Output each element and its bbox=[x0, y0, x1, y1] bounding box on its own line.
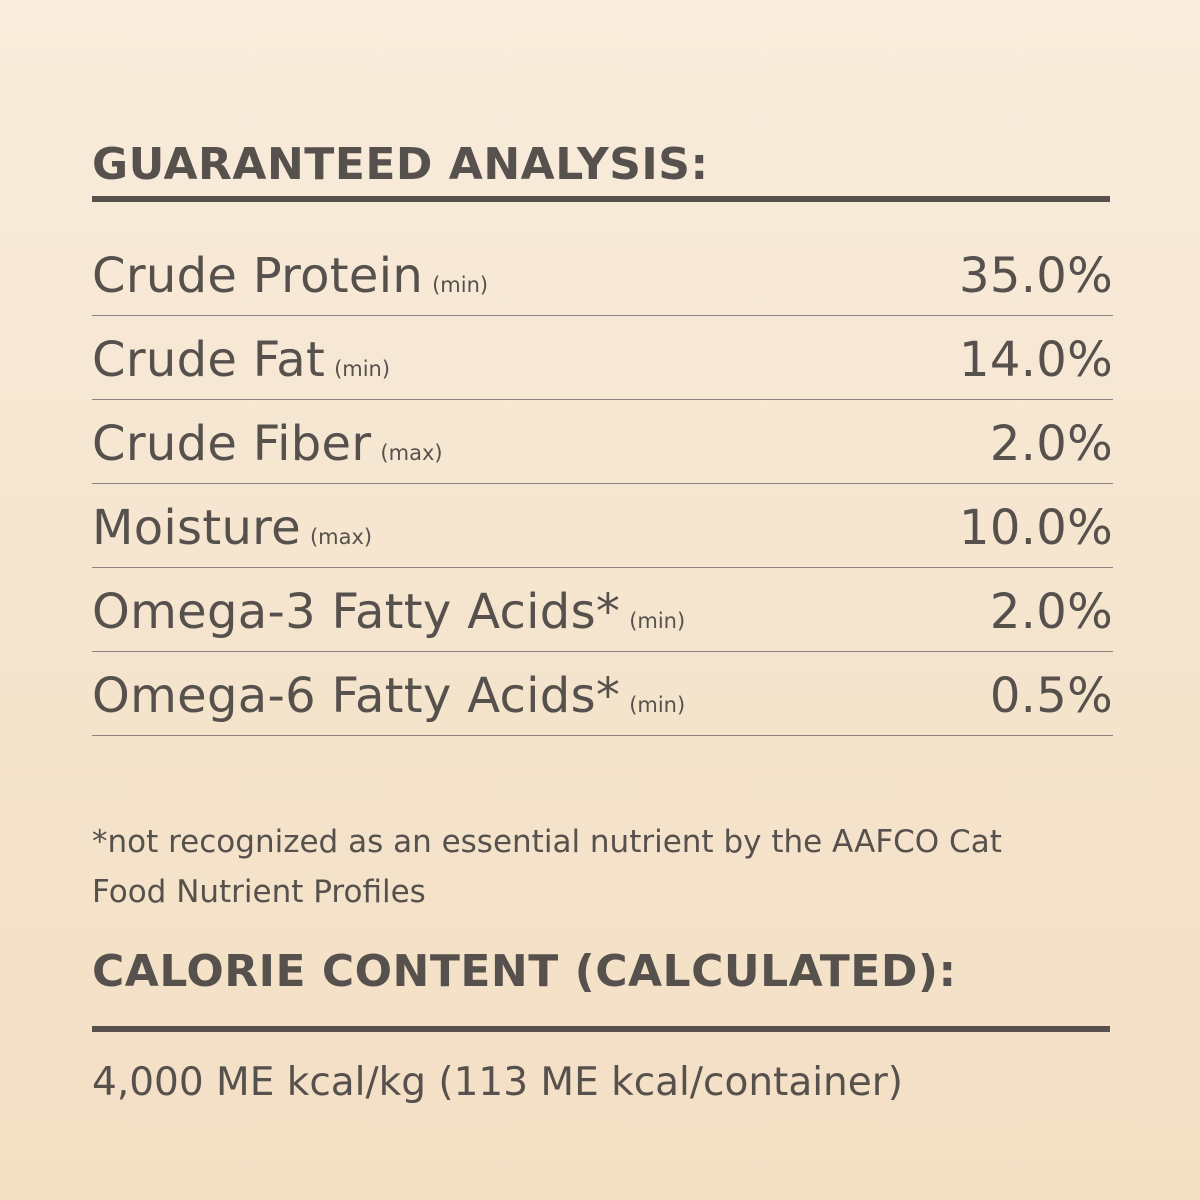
nutrient-value: 0.5% bbox=[989, 667, 1113, 724]
calorie-content-divider bbox=[92, 1026, 1110, 1032]
nutrient-name: Omega-6 Fatty Acids* bbox=[92, 667, 621, 724]
row-label bbox=[92, 332, 390, 388]
nutrient-name: Omega-3 Fatty Acids* bbox=[92, 583, 621, 640]
guaranteed-analysis-heading: GUARANTEED ANALYSIS: bbox=[92, 139, 709, 190]
nutrient-value: 2.0% bbox=[989, 415, 1113, 472]
table-row-omega-6 bbox=[92, 652, 1113, 736]
nutrient-name: Moisture bbox=[92, 499, 301, 556]
nutrient-name: Crude Fat bbox=[92, 331, 326, 388]
row-label bbox=[92, 248, 488, 304]
row-label bbox=[92, 500, 372, 556]
table-row-crude-protein bbox=[92, 232, 1113, 316]
table-row-crude-fiber bbox=[92, 400, 1113, 484]
nutrient-qualifier: (min) bbox=[629, 608, 686, 633]
nutrient-value: 10.0% bbox=[959, 499, 1113, 556]
table-row-moisture bbox=[92, 484, 1113, 568]
nutrient-value: 35.0% bbox=[959, 247, 1113, 304]
row-label bbox=[92, 416, 443, 472]
nutrient-qualifier: (max) bbox=[380, 440, 443, 465]
nutrient-qualifier: (min) bbox=[432, 272, 489, 297]
footnote: *not recognized as an essential nutrient by the AAFCO Cat Food Nutrient Profiles bbox=[92, 824, 1002, 910]
row-label bbox=[92, 668, 685, 724]
table-row-crude-fat bbox=[92, 316, 1113, 400]
nutrient-name: Crude Fiber bbox=[92, 415, 372, 472]
table-row-omega-3 bbox=[92, 568, 1113, 652]
row-label bbox=[92, 584, 685, 640]
nutrient-name: Crude Protein bbox=[92, 247, 424, 304]
nutrient-table bbox=[92, 232, 1113, 736]
calorie-content-value: 4,000 ME kcal/kg (113 ME kcal/container) bbox=[92, 1060, 904, 1105]
nutrient-qualifier: (max) bbox=[309, 524, 373, 549]
nutrient-value: 14.0% bbox=[959, 331, 1113, 388]
nutrient-qualifier: (min) bbox=[629, 692, 686, 717]
guaranteed-analysis-divider bbox=[92, 196, 1110, 202]
nutrient-qualifier: (min) bbox=[334, 356, 391, 381]
calorie-content-heading: CALORIE CONTENT (CALCULATED): bbox=[92, 946, 957, 997]
nutrient-value: 2.0% bbox=[989, 583, 1113, 640]
